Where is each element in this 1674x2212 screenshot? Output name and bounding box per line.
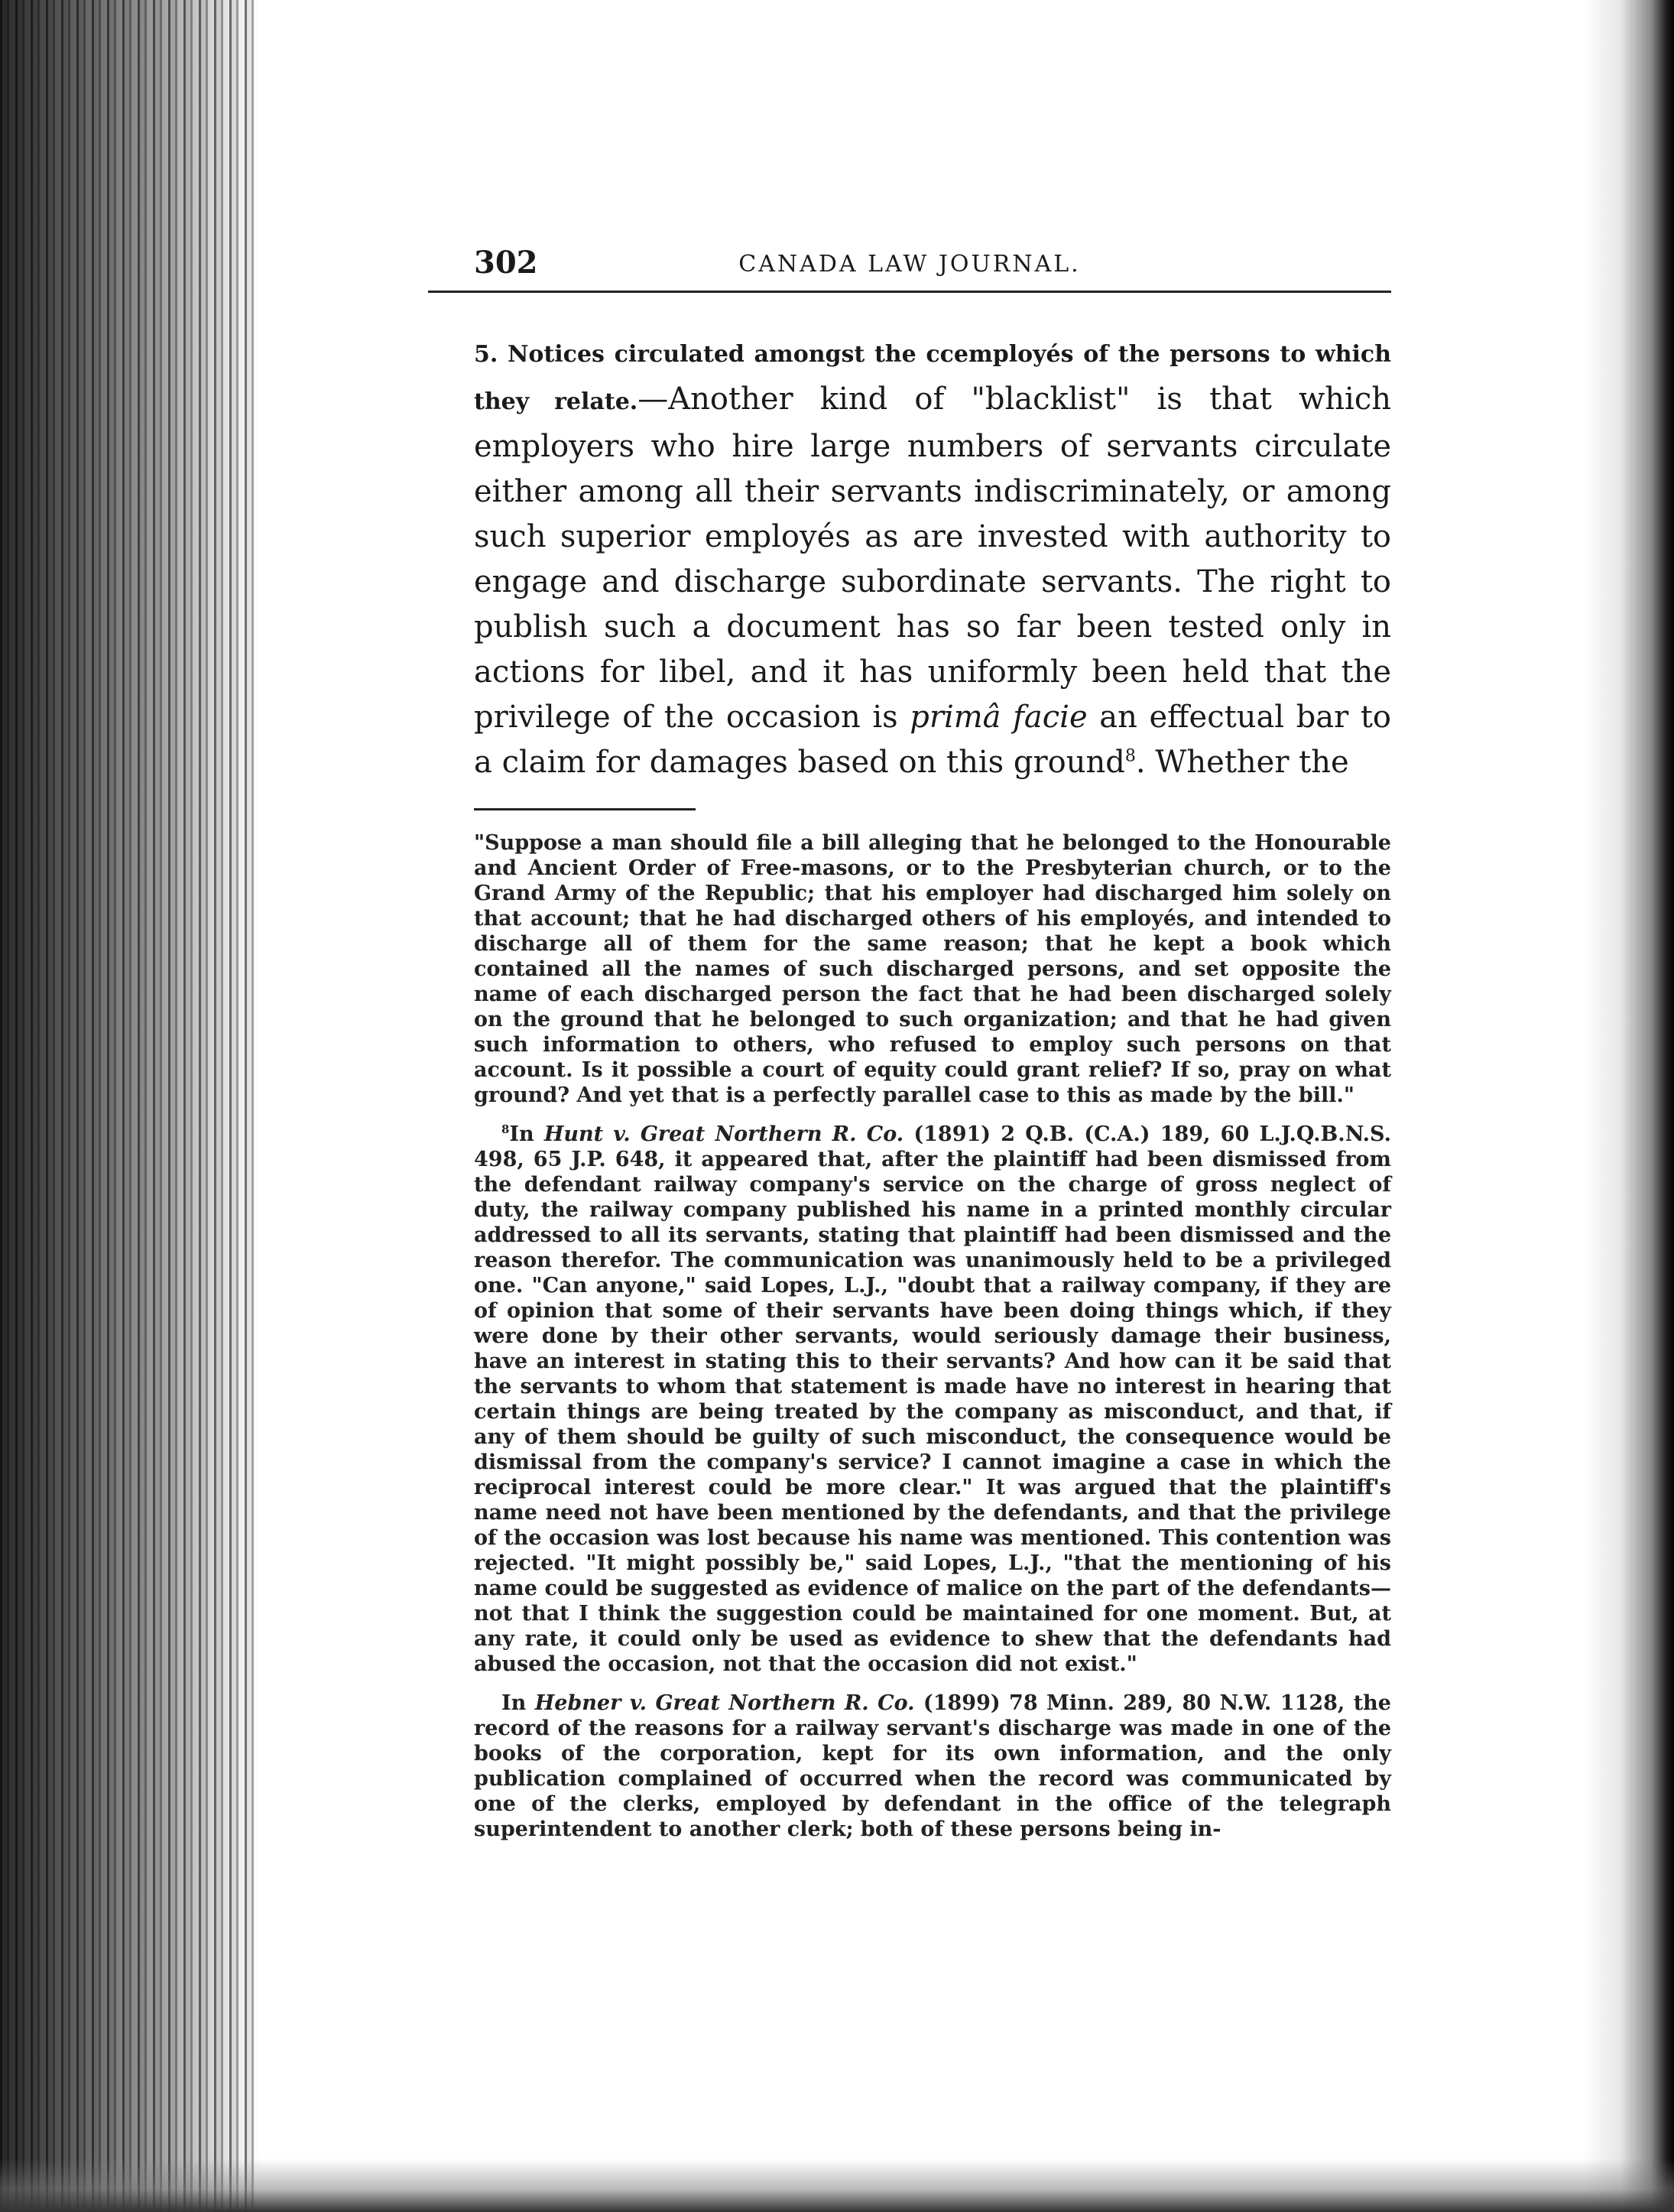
footnote-hebner-case: Hebner v. Great Northern R. Co.	[534, 1691, 915, 1715]
main-text-italic: primâ facie	[910, 700, 1088, 735]
scan-binding-shadow	[0, 0, 260, 2212]
footnotes	[474, 830, 1391, 1842]
footnote-hebner-text-a: In	[501, 1691, 535, 1715]
footnote-hebner	[474, 1691, 1391, 1842]
footnote-8-mark: 8	[501, 1122, 510, 1136]
footnote-8-case: Hunt v. Great Northern R. Co.	[543, 1122, 904, 1146]
main-text-part-1: —Another kind of "blacklist" is that which employers who hire large numbers of servants circulate either among all their servants indiscriminately, or among such superior employés as are invested with authority to engage and discharge subordinate servants. The right to publish such a document has so far been tested only in actions for libel, and it has uniformly been held that the privilege of the occasion is	[474, 382, 1392, 735]
footnote-divider	[474, 808, 696, 810]
page-number: 302	[474, 245, 538, 281]
running-title: CANADA LAW JOURNAL.	[738, 251, 1081, 278]
main-text-part-2: an effectual bar to a claim for damages based on this ground	[474, 700, 1392, 780]
section-heading: 5. Notices circulated amongst the ccemployés of the persons to which they relate.	[474, 341, 1391, 415]
footnote-8-text-a: In	[509, 1122, 544, 1146]
footnote-8-text-b: (1891) 2 Q.B. (C.A.) 189, 60 L.J.Q.B.N.S. 498, 65 J.P. 648, it appeared that, after the plaintiff had been dismissed from the defendant railway company's service on the charge of gross neglect of duty, the railway company published his name in a printed monthly circular addressed to all its servants, stating that plaintiff had been dismissed and the reason therefor. The communication was unanimously held to be a privileged one. "Can anyone," said Lopes, L.J., "doubt that a railway company, if they are of opinion that some of their servants have been doing things which, if they were done by their other servants, would seriously damage their business, have an interest in stating this to their servants? And how can it be said that the servants to whom that statement is made have no interest in hearing that certain things are being treated by the company as misconduct, and that, if any of them should be guilty of such misconduct, the consequence would be dismissal from the company's service? I cannot imagine a case in which the reciprocal interest could be more clear." It was argued that the plaintiff's name need not have been mentioned by the defendants, and that the privilege of the occasion was lost because his name was mentioned. This contention was rejected. "It might possibly be," said Lopes, L.J., "that the mentioning of his name could be suggested as evidence of malice on the part of the defendants—not that I think the suggestion could be maintained for one moment. But, at any rate, it could only be used as evidence to shew that the defendants had abused the occasion, not that the occasion did not exist."	[474, 1122, 1391, 1676]
main-text	[474, 330, 1391, 785]
page-header	[428, 245, 1391, 293]
page	[428, 245, 1391, 1856]
footnote-quote: "Suppose a man should file a bill alleging that he belonged to the Honourable and Ancient Order of Free-masons, or to the Presbyterian church, or to the Grand Army of the Republic; that his employer had discharged him solely on that account; that he had discharged others of his employés, and intended to discharge all of them for the same reason; that he kept a book which contained all the names of such discharged persons, and set opposite the name of each discharged person the fact that he had been discharged solely on the ground that he belonged to such organization; and that he had given such information to others, who refused to employ such persons on that account. Is it possible a court of equity could grant relief? If so, pray on what ground? And yet that is a perfectly parallel case to this as made by the bill."	[474, 831, 1391, 1107]
main-text-part-3: . Whether the	[1135, 745, 1349, 780]
scan-bottom-edge	[0, 2158, 1674, 2212]
footnote-reference: 8	[1124, 746, 1136, 766]
scan-right-edge	[1582, 0, 1674, 2212]
footnote-hebner-text-b: (1899) 78 Minn. 289, 80 N.W. 1128, the record of the reasons for a railway servant's discharge was made in one of the books of the corporation, kept for its own information, and the only publication complained of occurred when the record was communicated by one of the clerks, employed by defendant in the office of the telegraph superintendent to another clerk; both of these persons being in-	[474, 1691, 1391, 1841]
footnote-8	[474, 1122, 1391, 1677]
